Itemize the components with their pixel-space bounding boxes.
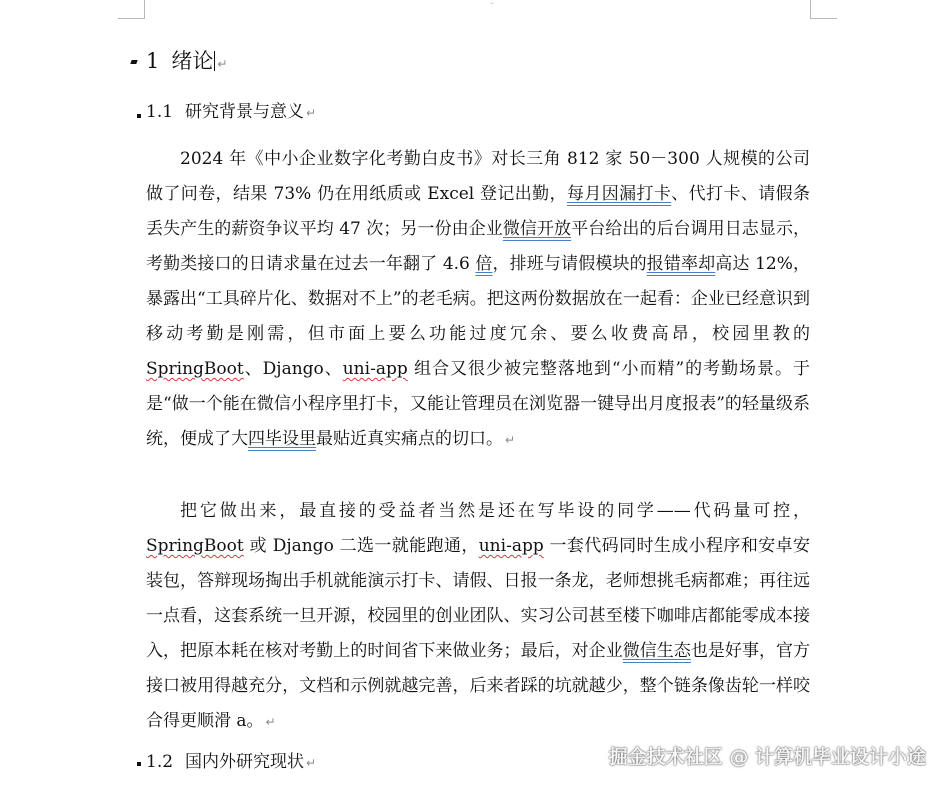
spelling-flag[interactable]: SpringBoot (146, 359, 244, 379)
text-run: 把它做出来，最直接的受益者当然是还在写毕设的同学——代码量可控， (180, 501, 810, 521)
text-run: 、Django、 (243, 359, 343, 379)
text-run: ，排班与请假模块的 (492, 254, 647, 274)
section-title: 研究背景与意义 (185, 102, 305, 122)
heading-marker-icon (137, 762, 141, 766)
text-run: 高达 12%，暴露出“工具碎片化、数据对不上”的老毛病。把这两份数据放在一起看：企业已经意识到移动考勤是刚需，但市面上要么功能过度冗余、要么收费高昂，校园里教的 (146, 254, 811, 344)
section-number: 1.1 (146, 102, 174, 122)
paragraph-mark-icon: ↵ (265, 715, 276, 729)
crop-mark-top-right (810, 0, 837, 19)
text-run: 最贴近真实痛点的切口。 (316, 429, 503, 449)
crop-mark-top-left (118, 0, 145, 19)
ruler-tick (490, 0, 494, 4)
paragraph-mark-icon: ↵ (217, 57, 228, 71)
grammar-flag[interactable]: 倍 (475, 254, 493, 274)
text-run: 2024 年《中小企业数字化考勤白皮书》对长三角 812 家 50－300 人规模的公司做了问卷，结果 73% 仍在用纸质或 Excel 登记出勤， (146, 149, 810, 204)
paragraph-mark-icon: ↵ (505, 433, 516, 447)
body-paragraph-1[interactable] (146, 142, 810, 458)
text-run: 平台给出的后台调用日志显示，考勤类接口的日请求量在过去一年翻了 4.6 (146, 219, 811, 274)
chapter-title: 绪论 (171, 49, 214, 73)
section-number: 1.2 (146, 752, 174, 772)
grammar-flag[interactable]: 四毕设里 (248, 429, 316, 449)
text-run: 或 Django 二选一就能跑通， (243, 536, 479, 556)
spelling-flag[interactable]: SpringBoot (146, 536, 244, 556)
watermark: 掘金技术社区 @ 计算机毕业设计小途 (608, 746, 926, 768)
heading-marker-icon (137, 114, 141, 118)
text-run: 组合又很少被完整落地到“小而精”的考勤场景。于是“做一个能在微信小程序里打卡，又能让管理员在浏览器一键导出月度报表”的轻量级系统，便成了大 (146, 359, 810, 449)
grammar-flag[interactable]: 每月因漏打卡 (566, 184, 672, 204)
grammar-flag[interactable]: 微信生态 (622, 641, 691, 661)
text-run: 也是好事，官方接口被用得越充分，文档和示例就越完善，后来者踩的坑就越少，整个链条像齿轮一样咬合得更顺滑 a。 (146, 641, 811, 731)
body-paragraph-2[interactable] (146, 494, 810, 740)
spelling-flag[interactable]: uni-app (342, 359, 408, 379)
section-title: 国内外研究现状 (185, 752, 305, 772)
heading-marker-icon (130, 60, 137, 64)
chapter-number: 1 (146, 49, 160, 73)
text-run: 、代打卡、请假条丢失产生的薪资争议平均 47 次；另一份由企业 (146, 184, 810, 239)
text-cursor (214, 51, 215, 71)
text-run: 一套代码同时生成小程序和安卓安装包，答辩现场掏出手机就能演示打卡、请假、日报一条龙，老师想挑毛病都难；再往远一点看，这套系统一旦开源，校园里的创业团队、实习公司甚至楼下咖啡店都能零成本接入，把原本耗在核对考勤上的时间省下来做业务；最后，对企业 (146, 536, 810, 661)
chapter-heading[interactable] (146, 46, 227, 79)
section-heading-1-2[interactable] (146, 749, 316, 776)
grammar-flag[interactable]: 报错率却 (646, 254, 716, 274)
paragraph-mark-icon: ↵ (306, 756, 317, 770)
paragraph-mark-icon: ↵ (306, 106, 317, 120)
grammar-flag[interactable]: 微信开放 (502, 219, 572, 239)
section-heading-1-1[interactable] (146, 99, 316, 126)
spelling-flag[interactable]: uni-app (478, 536, 544, 556)
